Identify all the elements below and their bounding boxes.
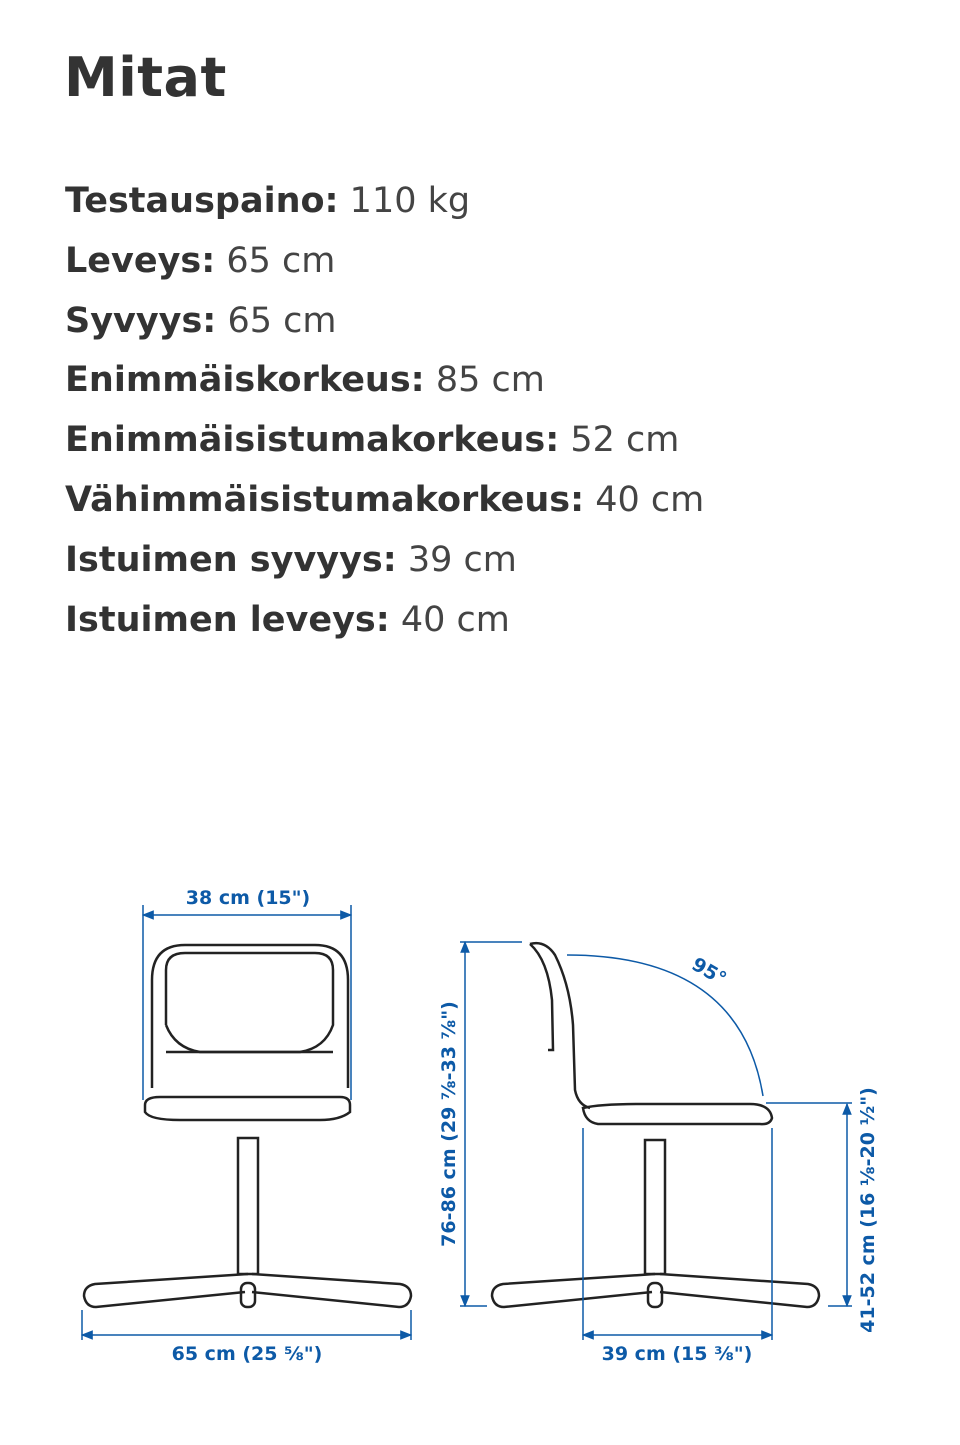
page-title: Mitat — [64, 46, 227, 109]
spec-item — [65, 471, 704, 531]
spec-label: Vähimmäisistumakorkeus: — [65, 479, 585, 520]
front-view-chair — [84, 945, 411, 1307]
spec-value: 85 cm — [435, 360, 545, 401]
spec-item — [65, 232, 704, 292]
spec-item — [65, 351, 704, 411]
spec-item — [65, 531, 704, 591]
spec-item — [65, 172, 704, 232]
spec-item — [65, 292, 704, 352]
side-view-chair — [492, 943, 819, 1307]
spec-item — [65, 411, 704, 471]
side-seat-height-label: 41-52 cm (16 ⅛-20 ½") — [857, 1087, 879, 1333]
chair-dimension-diagram — [0, 860, 960, 1400]
side-seat-depth-label: 39 cm (15 ⅜") — [601, 1343, 753, 1365]
spec-label: Enimmäisistumakorkeus: — [65, 420, 560, 461]
spec-item — [65, 591, 704, 651]
spec-label: Istuimen syvyys: — [65, 539, 397, 580]
front-base-width-label: 65 cm (25 ⅝") — [171, 1343, 323, 1365]
spec-label: Istuimen leveys: — [65, 599, 390, 640]
spec-label: Enimmäiskorkeus: — [65, 360, 425, 401]
spec-label: Syvyys: — [65, 300, 217, 341]
spec-value: 110 kg — [349, 181, 471, 221]
spec-value: 40 cm — [400, 599, 510, 640]
spec-list — [65, 172, 704, 650]
spec-value: 40 cm — [595, 479, 705, 520]
side-height-label: 76-86 cm (29 ⅞-33 ⅞") — [438, 1001, 460, 1247]
spec-value: 52 cm — [570, 420, 680, 461]
front-seat-width-label: 38 cm (15") — [185, 887, 311, 909]
side-angle-label: 95° — [687, 953, 731, 991]
spec-value: 65 cm — [226, 240, 336, 281]
spec-value: 39 cm — [407, 539, 517, 580]
spec-label: Testauspaino: — [65, 181, 339, 221]
spec-value: 65 cm — [227, 300, 337, 341]
spec-label: Leveys: — [65, 240, 216, 281]
